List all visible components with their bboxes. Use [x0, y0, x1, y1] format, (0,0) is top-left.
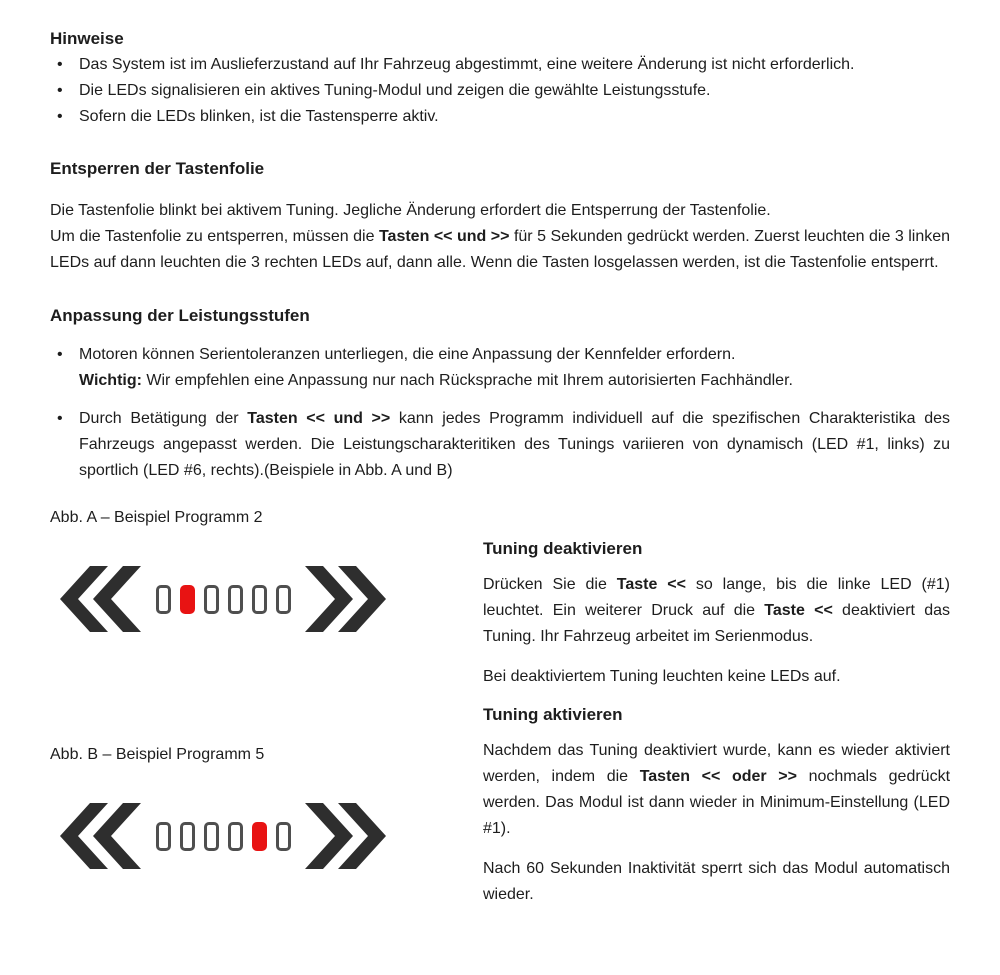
- led-6: [276, 585, 291, 614]
- tuning-aktivieren-title: Tuning aktivieren: [483, 705, 623, 724]
- paragraph: Die Tastenfolie blinkt bei aktivem Tuning. Jegliche Änderung erfordert die Entsperrung der Tastenfolie.: [50, 202, 771, 219]
- list-item: [50, 78, 950, 104]
- led-3: [204, 585, 219, 614]
- section-hinweise: [50, 28, 950, 130]
- paragraph: Um die Tastenfolie zu entsperren, müssen die Tasten << und >> für 5 Sekunden gedrückt werden. Zuerst leuchten die 3 linken LEDs auf dann leuchten die 3 rechten LEDs auf, dann alle. Wenn die Tasten losgelassen werden, ist die Tastenfolie entsperrt.: [50, 228, 951, 271]
- led-3: [204, 822, 219, 851]
- led-4: [228, 822, 243, 851]
- entsperren-body: [50, 198, 950, 276]
- double-chevron-left-icon: [60, 566, 142, 632]
- section-anpassung: [50, 305, 950, 484]
- led-5-active: [252, 822, 267, 851]
- double-chevron-right-icon: [304, 566, 386, 632]
- paragraph: Nach 60 Sekunden Inaktivität sperrt sich das Modul automatisch wieder.: [483, 860, 950, 903]
- list-item-text: Sofern die LEDs blinken, ist die Tastensperre aktiv.: [79, 108, 439, 125]
- list-item-text: Das System ist im Auslieferzustand auf Ihr Fahrzeug abgestimmt, eine weitere Änderung ist nicht erforderlich.: [79, 56, 855, 73]
- list-item-text: Die LEDs signalisieren ein aktives Tuning-Modul und zeigen die gewählte Leistungsstufe.: [79, 82, 711, 99]
- led-1: [156, 822, 171, 851]
- led-row: [156, 585, 291, 614]
- bullet-marker: •: [57, 82, 63, 99]
- led-2: [180, 822, 195, 851]
- paragraph: Nachdem das Tuning deaktiviert wurde, kann es wieder aktiviert werden, indem die Tasten << oder >> nochmals gedrückt werden. Das Modul ist dann wieder in Minimum-Einstellung (LED #1).: [483, 742, 951, 837]
- list-item: [50, 104, 950, 130]
- led-row: [156, 822, 291, 851]
- list-item: [50, 406, 950, 484]
- figures-column: [50, 508, 483, 922]
- led-5: [252, 585, 267, 614]
- section-anpassung-title: Anpassung der Leistungsstufen: [50, 306, 310, 325]
- anpassung-list: [50, 342, 950, 484]
- list-item: [50, 342, 950, 394]
- figure-b-led-display: [60, 803, 386, 869]
- instructions-column: [483, 508, 950, 922]
- double-chevron-right-icon: [304, 803, 386, 869]
- list-item-text: Durch Betätigung der Tasten << und >> kann jedes Programm individuell auf die spezifischen Charakteristika des Fahrzeugs angepasst werden. Die Leistungscharakteritiken des Tunings variieren von dynamisch (LED #1, links) zu sportlich (LED #6, rechts).(Beispiele in Abb. A und B): [79, 410, 950, 479]
- bullet-marker: •: [57, 410, 63, 427]
- bullet-marker: •: [57, 56, 63, 73]
- led-1: [156, 585, 171, 614]
- led-2-active: [180, 585, 195, 614]
- figure-a-label: Abb. A – Beispiel Programm 2: [50, 509, 263, 526]
- section-entsperren-title: Entsperren der Tastenfolie: [50, 159, 265, 178]
- list-item: [50, 52, 950, 78]
- double-chevron-left-icon: [60, 803, 142, 869]
- section-hinweise-title: Hinweise: [50, 29, 124, 48]
- led-6: [276, 822, 291, 851]
- bullet-marker: •: [57, 108, 63, 125]
- bullet-marker: •: [57, 346, 63, 363]
- hinweise-list: [50, 52, 950, 130]
- figure-b-label: Abb. B – Beispiel Programm 5: [50, 746, 265, 763]
- paragraph: Bei deaktiviertem Tuning leuchten keine LEDs auf.: [483, 668, 841, 685]
- paragraph: Drücken Sie die Taste << so lange, bis die linke LED (#1) leuchtet. Ein weiterer Druck auf die Taste << deaktiviert das Tuning. Ihr Fahrzeug arbeitet im Serienmodus.: [483, 576, 951, 645]
- section-entsperren: [50, 158, 950, 276]
- figure-a-led-display: [60, 566, 386, 632]
- tuning-deaktivieren-title: Tuning deaktivieren: [483, 539, 643, 558]
- list-item-text: Motoren können Serientoleranzen unterliegen, die eine Anpassung der Kennfelder erfordern. Wichtig: Wir empfehlen eine Anpassung nur nach Rücksprache mit Ihrem autorisierten Fachhändler.: [79, 346, 793, 389]
- led-4: [228, 585, 243, 614]
- figures-and-instructions: [50, 508, 950, 922]
